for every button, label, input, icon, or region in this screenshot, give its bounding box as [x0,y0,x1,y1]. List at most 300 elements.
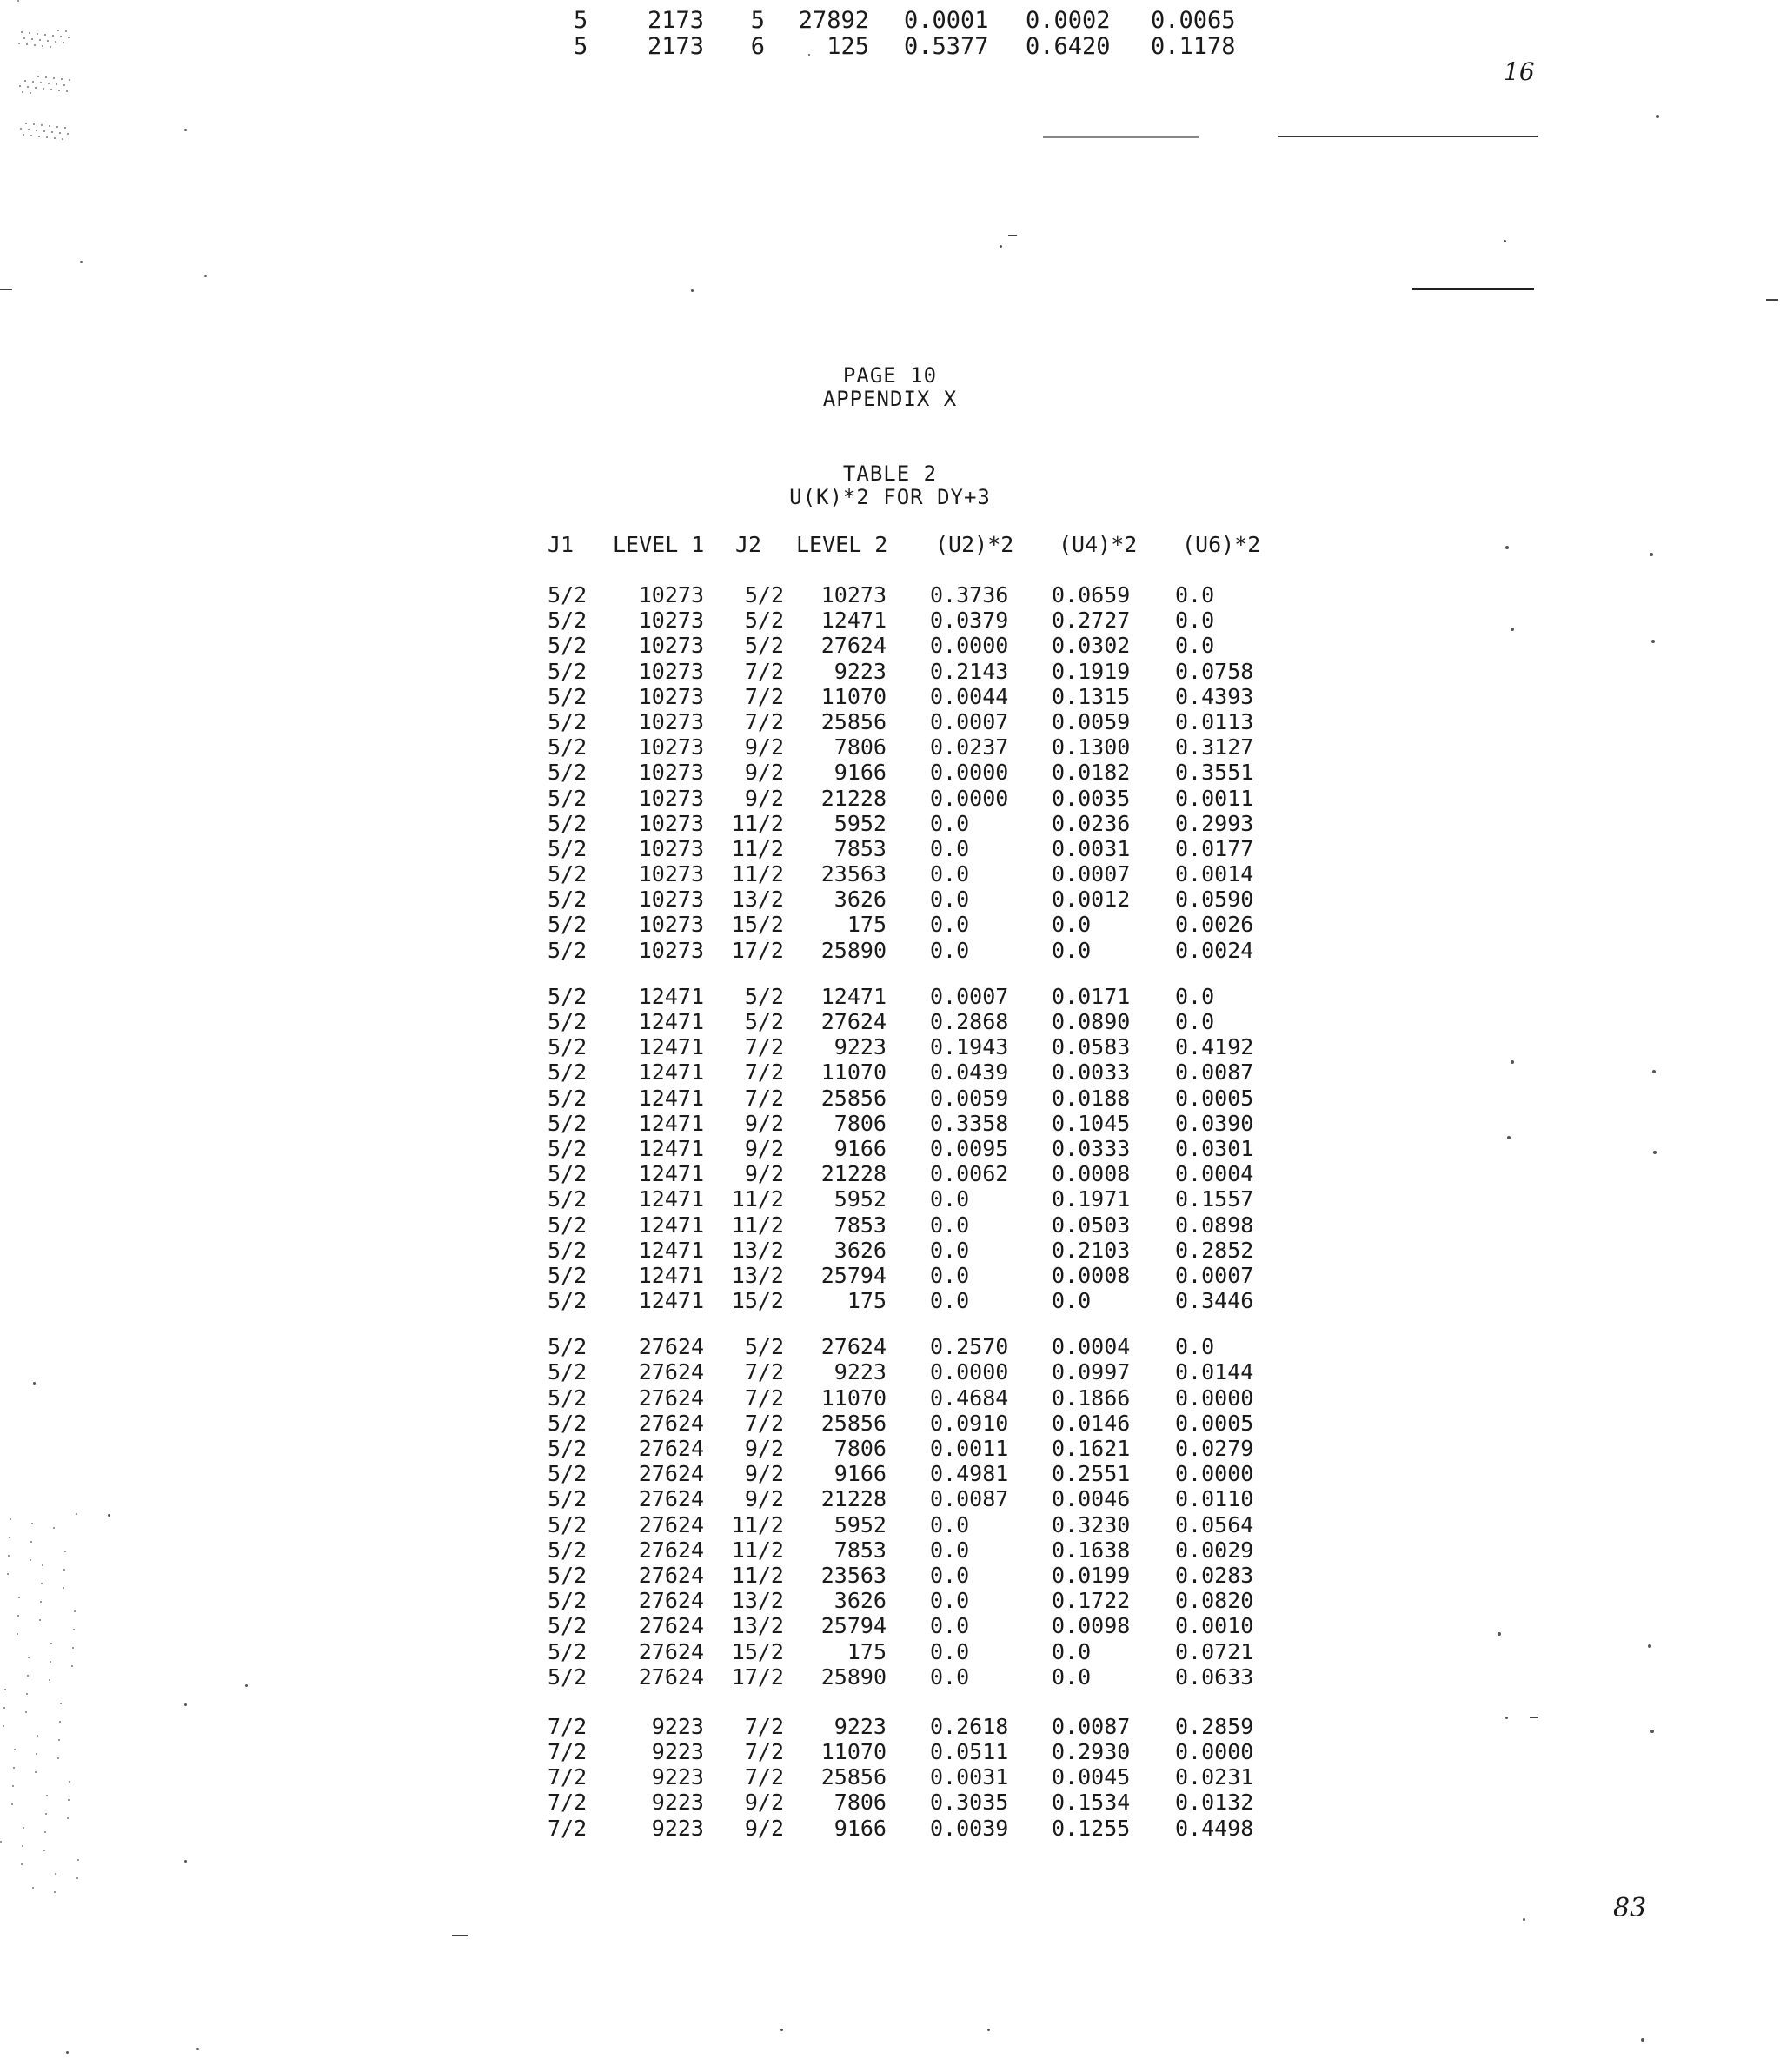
cell-level1: 10273 [638,633,704,659]
scan-dash [1530,1717,1538,1718]
margin-speck [12,1785,14,1787]
cell-u4: 0.0 [1052,1664,1092,1690]
cell-level1: 12471 [638,1034,704,1060]
cell-u2: 0.0379 [930,608,1009,634]
margin-speck [58,90,60,91]
cell-level1: 27624 [638,1486,704,1512]
cell-b: 2173 [647,33,704,60]
cell-j1: 5/2 [548,1588,588,1614]
cell-u6: 0.0029 [1175,1537,1254,1563]
margin-speck [4,1689,6,1690]
cell-u2: 0.0 [930,1588,970,1614]
cell-level2: 12471 [820,608,887,634]
cell-j2: 5/2 [744,608,784,634]
margin-speck [57,1757,59,1759]
cell-u2: 0.2868 [930,1009,1009,1034]
cell-level1: 27624 [638,1334,704,1360]
cell-u4: 0.0035 [1052,785,1131,811]
cell-u2: 0.0910 [930,1410,1009,1436]
cell-u4: 0.0 [1052,912,1092,938]
cell-level2: 9166 [834,1461,887,1487]
margin-speck [49,125,50,127]
table-row [530,1111,1312,1136]
margin-speck [35,87,37,89]
margin-speck [64,127,66,129]
cell-j2: 7/2 [744,1739,784,1765]
cell-level2: 5952 [834,1186,887,1212]
scan-speck [780,2029,783,2031]
cell-j1: 7/2 [548,1739,588,1765]
cell-u4: 0.0012 [1052,887,1131,913]
cell-u2: 0.0007 [930,983,1009,1009]
cell-j1: 5/2 [548,1664,588,1690]
cell-j2: 5/2 [744,983,784,1009]
cell-j2: 9/2 [744,1815,784,1841]
cell-level2: 9166 [834,1135,887,1161]
cell-level1: 12471 [638,1186,704,1212]
cell-level1: 10273 [638,708,704,734]
cell-level1: 12471 [638,1262,704,1288]
margin-speck [66,90,68,92]
cell-u2: 0.3035 [930,1790,1009,1816]
margin-speck [50,1661,51,1663]
margin-speck [21,1863,23,1865]
cell-j2: 11/2 [731,1511,784,1537]
cell-level1: 27624 [638,1461,704,1487]
margin-speck [67,1817,69,1819]
margin-speck [46,136,48,138]
margin-speck [45,1813,47,1815]
cell-level1: 27624 [638,1613,704,1639]
scan-speck [1511,628,1514,631]
margin-speck [42,45,43,47]
margin-speck [31,38,33,40]
cell-level2: 9166 [834,1815,887,1841]
cell-u6: 0.2993 [1175,810,1254,836]
cell-u6: 0.0000 [1175,1739,1254,1765]
cell-j1: 7/2 [548,1713,588,1739]
margin-speck [23,37,25,39]
cell-level2: 5952 [834,810,887,836]
cell-level1: 10273 [638,760,704,786]
cell-level2: 7806 [834,1790,887,1816]
cell-u4: 0.1638 [1052,1537,1131,1563]
cell-u6: 0.0758 [1175,658,1254,684]
cell-level1: 10273 [638,608,704,634]
margin-speck [33,123,35,125]
table-row [530,1790,1312,1815]
cell-u6: 0.0633 [1175,1664,1254,1690]
table-row [530,633,1312,658]
margin-speck [29,32,30,34]
margin-speck [30,135,32,136]
cell-u2: 0.0 [930,912,970,938]
margin-speck [3,1707,5,1709]
cell-u4: 0.0236 [1052,810,1131,836]
cell-level1: 10273 [638,912,704,938]
margin-speck [50,89,52,90]
cell-level2: 25856 [820,1764,887,1790]
header-u2: (U2)*2 [935,532,1014,557]
cell-j2: 17/2 [731,937,784,963]
cell-level1: 12471 [638,1085,704,1111]
cell-level2: 9223 [834,1713,887,1739]
cell-u6: 0.0721 [1175,1638,1254,1664]
cell-level2: 11070 [820,1059,887,1086]
margin-speck [69,79,70,81]
cell-u2: 0.0 [930,1511,970,1537]
cell-u2: 0.0039 [930,1815,1009,1841]
cell-u4: 0.3230 [1052,1511,1131,1537]
margin-speck [59,132,61,134]
margin-speck [22,1845,23,1847]
cell-j1: 5/2 [548,1262,588,1288]
cell-j1: 5/2 [548,912,588,938]
cell-u6: 0.2859 [1175,1713,1254,1739]
margin-speck [56,83,57,85]
margin-speck [13,1767,15,1769]
cell-u6: 0.0898 [1175,1212,1254,1238]
table-row [530,1764,1312,1790]
scan-speck [245,1684,248,1687]
scan-speck [33,1382,36,1385]
cell-j2: 11/2 [731,1186,784,1212]
cell-u4: 0.0302 [1052,633,1131,659]
cell-j2: 13/2 [731,1613,784,1639]
margin-speck [48,83,50,84]
cell-u4: 0.1971 [1052,1186,1131,1212]
cell-level1: 9223 [651,1764,704,1790]
table-title: TABLE 2 [842,462,938,486]
table-row [530,1563,1312,1588]
cell-j2: 9/2 [744,734,784,760]
cell-j1: 5/2 [548,1562,588,1588]
cell-u4: 0.1621 [1052,1436,1131,1461]
cell-u4: 0.0 [1052,937,1092,963]
cell-u2: 0.0 [930,1237,970,1263]
scan-speck [196,2048,199,2050]
cell-j1: 5/2 [548,1334,588,1360]
margin-speck [7,1573,9,1575]
cell-e: 0.5377 [904,33,989,60]
cell-j2: 15/2 [731,1288,784,1314]
cell-j1: 5/2 [548,760,588,786]
margin-speck [25,123,27,124]
cell-u6: 0.0820 [1175,1588,1254,1614]
cell-level2: 7806 [834,1436,887,1461]
cell-u4: 0.1300 [1052,734,1131,760]
cell-j1: 5/2 [548,835,588,861]
scan-speck [1650,1730,1654,1733]
cell-u6: 0.0004 [1175,1161,1254,1187]
cell-j1: 5/2 [548,983,588,1009]
cell-c: 6 [750,33,765,60]
margin-speck [73,1629,75,1630]
cell-level1: 27624 [638,1588,704,1614]
cell-d: 125 [827,33,869,60]
table-header [530,532,1312,558]
cell-j1: 5/2 [548,1186,588,1212]
margin-speck [14,1749,16,1750]
cell-f: 0.0002 [1026,7,1111,34]
cell-j2: 9/2 [744,1161,784,1187]
margin-speck [17,1633,18,1635]
table-row [530,1461,1312,1486]
margin-speck [72,1647,74,1649]
cell-u2: 0.0 [930,1638,970,1664]
cell-u2: 0.0007 [930,708,1009,734]
cell-level1: 27624 [638,1436,704,1461]
table-row [530,1816,1312,1841]
cell-level1: 12471 [638,1161,704,1187]
cell-u2: 0.1943 [930,1034,1009,1060]
cell-level2: 27624 [820,633,887,659]
table-row [530,659,1312,684]
margin-speck [55,41,56,43]
cell-u2: 0.0 [930,1288,970,1314]
margin-speck [23,134,24,136]
margin-speck [24,80,26,82]
cell-u6: 0.0 [1175,608,1215,634]
cell-j1: 5/2 [548,861,588,887]
cell-u4: 0.0333 [1052,1135,1131,1161]
cell-j1: 5/2 [548,1486,588,1512]
margin-speck [76,1513,77,1515]
cell-j1: 5/2 [548,1613,588,1639]
table-row [530,1212,1312,1238]
scan-dash [1766,299,1778,301]
cell-j2: 5/2 [744,1334,784,1360]
cell-u2: 0.0 [930,1537,970,1563]
margin-speck [53,1527,55,1529]
cell-level1: 12471 [638,1237,704,1263]
cell-u4: 0.0188 [1052,1085,1131,1111]
cell-g: 0.1178 [1151,33,1236,60]
cell-u6: 0.0005 [1175,1410,1254,1436]
cell-level2: 11070 [820,1739,887,1765]
cell-u4: 0.0004 [1052,1334,1131,1360]
cell-level1: 27624 [638,1359,704,1385]
cell-u4: 0.1919 [1052,658,1131,684]
cell-u4: 0.1722 [1052,1588,1131,1614]
cell-f: 0.6420 [1026,33,1111,60]
cell-u2: 0.3736 [930,582,1009,608]
cell-j1: 5/2 [548,1436,588,1461]
cell-level1: 10273 [638,582,704,608]
cell-u2: 0.0 [930,887,970,913]
cell-j1: 5/2 [548,1359,588,1385]
cell-j1: 5/2 [548,608,588,634]
table-row [530,1411,1312,1436]
cell-j2: 11/2 [731,810,784,836]
cell-j1: 5/2 [548,1410,588,1436]
cell-level2: 25890 [820,937,887,963]
cell-u6: 0.0283 [1175,1562,1254,1588]
row-group [530,1334,1312,1690]
cell-c: 5 [750,7,765,34]
cell-u4: 0.1315 [1052,683,1131,709]
cell-level2: 27624 [820,1009,887,1034]
cell-level1: 27624 [638,1410,704,1436]
cell-u6: 0.0026 [1175,912,1254,938]
cell-u2: 0.0087 [930,1486,1009,1512]
margin-speck [77,1859,79,1861]
cell-level2: 23563 [820,861,887,887]
cell-j1: 5/2 [548,708,588,734]
cell-u2: 0.0 [930,835,970,861]
margin-speck [23,1827,24,1829]
table-row [530,1186,1312,1212]
header-u6: (U6)*2 [1182,532,1261,557]
cell-j1: 5/2 [548,810,588,836]
margin-speck [19,85,21,87]
cell-j2: 5/2 [744,1009,784,1034]
scan-speck [66,2051,69,2054]
cell-level2: 9223 [834,658,887,684]
margin-speck [43,1850,45,1851]
table-row [530,1385,1312,1411]
cell-level2: 5952 [834,1511,887,1537]
scan-dash [0,289,12,290]
table-row [530,1613,1312,1638]
scan-speck [1641,2038,1644,2042]
margin-speck [26,1693,28,1695]
table-row [530,861,1312,887]
cell-j1: 5/2 [548,1059,588,1086]
cell-j2: 5/2 [744,582,784,608]
cell-u2: 0.0000 [930,760,1009,786]
margin-speck [10,1518,11,1520]
scan-speck [1498,1632,1501,1636]
cell-level2: 25890 [820,1664,887,1690]
cell-u4: 0.0890 [1052,1009,1131,1034]
cell-level2: 9166 [834,760,887,786]
margin-speck [18,43,20,44]
cell-level1: 9223 [651,1815,704,1841]
cell-a: 5 [574,7,588,34]
data-table [530,532,1312,1841]
margin-speck [60,36,62,37]
cell-u6: 0.0014 [1175,861,1254,887]
table-row [530,938,1312,963]
cell-d: 27892 [798,7,869,34]
cell-level2: 25856 [820,1085,887,1111]
cell-u2: 0.0 [930,1262,970,1288]
cell-j2: 7/2 [744,1034,784,1060]
table-row [530,684,1312,709]
margin-speck [17,1615,19,1617]
table-row [530,1059,1312,1085]
cell-u6: 0.0005 [1175,1085,1254,1111]
cell-u2: 0.2570 [930,1334,1009,1360]
table-row [530,734,1312,760]
margin-speck [27,86,29,88]
cell-u6: 0.0000 [1175,1461,1254,1487]
separator-rule-short [1412,288,1534,290]
cell-level2: 7853 [834,1212,887,1238]
margin-speck [54,1891,56,1893]
cell-level2: 11070 [820,1385,887,1411]
cell-u4: 0.0059 [1052,708,1131,734]
cell-u2: 0.0 [930,937,970,963]
cell-level2: 25856 [820,1410,887,1436]
cut-off-row [556,0,1252,7]
scan-speck [1507,1136,1511,1139]
margin-speck [30,1541,32,1543]
cell-u2: 0.0 [930,1664,970,1690]
table-subtitle: U(K)*2 FOR DY+3 [789,485,991,509]
cell-u6: 0.0279 [1175,1436,1254,1461]
margin-speck [21,31,23,33]
row-group [530,1714,1312,1841]
cell-u6: 0.0087 [1175,1059,1254,1086]
cell-u6: 0.0113 [1175,708,1254,734]
scan-speck [1000,245,1002,248]
cell-u4: 0.0098 [1052,1613,1131,1639]
cell-level2: 11070 [820,683,887,709]
cell-j1: 5/2 [548,1110,588,1136]
cell-j1: 5/2 [548,658,588,684]
cell-j2: 9/2 [744,785,784,811]
table-row [530,582,1312,608]
cell-u4: 0.0503 [1052,1212,1131,1238]
cell-level2: 21228 [820,1161,887,1187]
cell-j1: 5/2 [548,734,588,760]
cell-j2: 7/2 [744,1359,784,1385]
table-row [530,887,1312,912]
cell-u6: 0.0231 [1175,1764,1254,1790]
cell-level1: 12471 [638,1212,704,1238]
margin-speck [43,130,45,132]
header-level1: LEVEL 1 [613,532,705,557]
cell-u6: 0.0144 [1175,1359,1254,1385]
cell-u2: 0.0 [930,1562,970,1588]
page-label: PAGE 10 [842,363,938,388]
margin-speck [54,137,56,139]
header-j1: J1 [548,532,575,557]
cell-level2: 12471 [820,983,887,1009]
cell-u2: 0.0 [930,861,970,887]
handwritten-folio: 83 [1613,1893,1647,1923]
scan-speck [1505,546,1509,549]
table-row [530,811,1312,836]
carry-over-row [556,7,1252,33]
cell-level2: 9223 [834,1034,887,1060]
cell-j2: 15/2 [731,1638,784,1664]
scan-speck [1511,1060,1514,1064]
cell-j2: 11/2 [731,1212,784,1238]
margin-speck [26,43,28,45]
scan-speck [987,2029,990,2031]
table-row [530,1034,1312,1059]
table-row [530,1436,1312,1461]
faint-rule [1043,136,1199,138]
margin-speck [25,1711,27,1713]
cell-j2: 5/2 [744,633,784,659]
table-row [530,1512,1312,1537]
cell-j1: 7/2 [548,1790,588,1816]
cell-u6: 0.0011 [1175,785,1254,811]
cell-u2: 0.3358 [930,1110,1009,1136]
table-row [530,608,1312,633]
cell-u6: 0.0 [1175,983,1215,1009]
table-row [530,1288,1312,1313]
cell-level2: 175 [847,1288,887,1314]
cell-j1: 5/2 [548,1009,588,1034]
cell-u4: 0.0182 [1052,760,1131,786]
scan-speck [1650,553,1653,556]
cell-level2: 21228 [820,785,887,811]
